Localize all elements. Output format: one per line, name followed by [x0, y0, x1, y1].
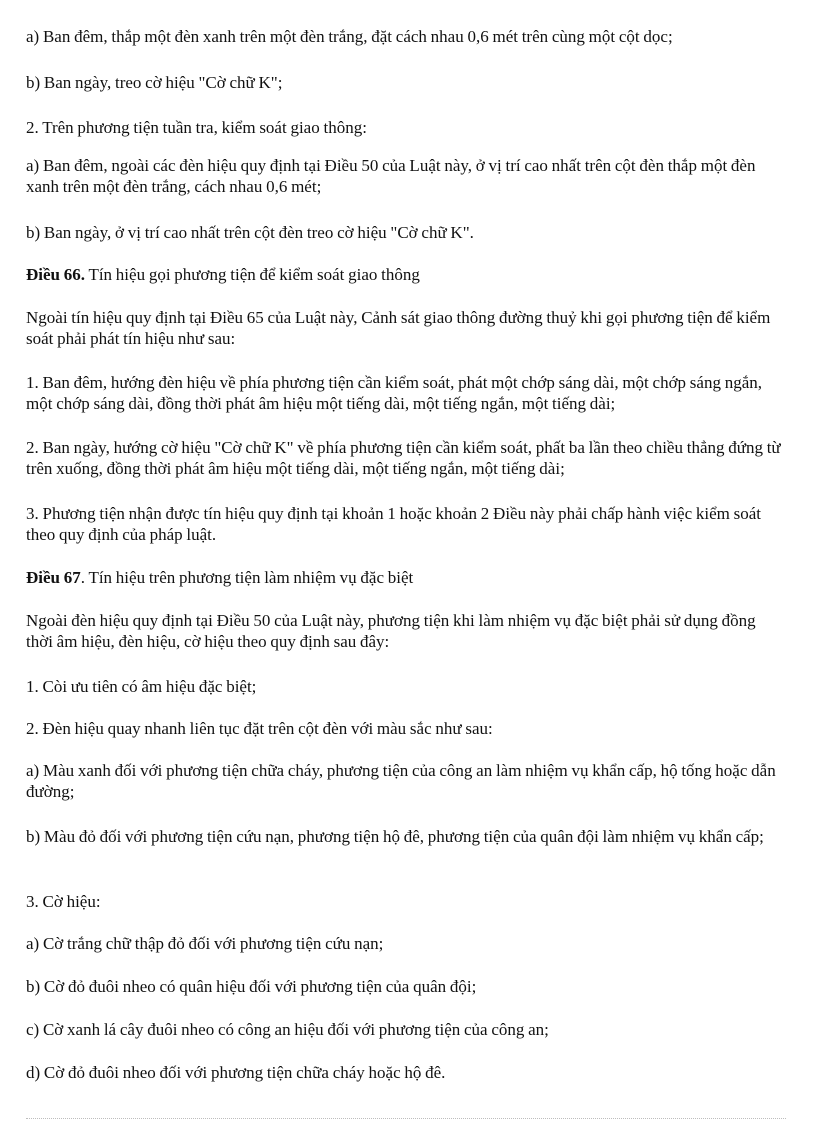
paragraph-blue-light: a) Màu xanh đối với phương tiện chữa cháy, phương tiện của công an làm nhiệm vụ khẩn cấp, hộ tống hoặc dẫn đường; — [26, 761, 776, 801]
paragraph-day-flag: b) Ban ngày, treo cờ hiệu "Cờ chữ K"; — [26, 73, 283, 92]
paragraph-police-flag: c) Cờ xanh lá cây đuôi nheo có công an hiệu đối với phương tiện của công an; — [26, 1020, 549, 1039]
paragraph-military-flag: b) Cờ đỏ đuôi nheo có quân hiệu đối với phương tiện của quân đội; — [26, 977, 477, 996]
paragraph-article-66-night: 1. Ban đêm, hướng đèn hiệu về phía phương tiện cần kiểm soát, phát một chớp sáng dài, một chớp sáng ngắn, một chớp sáng dài, đồng thời phát âm hiệu một tiếng dài, một tiếng ngắn, một tiếng dài; — [26, 373, 763, 413]
paragraph-rescue-flag: a) Cờ trắng chữ thập đỏ đối với phương tiện cứu nạn; — [26, 934, 384, 953]
paragraph-night-lights: a) Ban đêm, thắp một đèn xanh trên một đèn trắng, đặt cách nhau 0,6 mét trên cùng một cột dọc; — [26, 27, 673, 46]
paragraph-article-66-compliance: 3. Phương tiện nhận được tín hiệu quy định tại khoản 1 hoặc khoản 2 Điều này phải chấp hành việc kiểm soát theo quy định của pháp luật. — [26, 504, 761, 544]
paragraph-red-light: b) Màu đỏ đối với phương tiện cứu nạn, phương tiện hộ đê, phương tiện của quân đội làm nhiệm vụ khẩn cấp; — [26, 827, 764, 846]
paragraph-patrol-day: b) Ban ngày, ở vị trí cao nhất trên cột đèn treo cờ hiệu "Cờ chữ K". — [26, 223, 474, 242]
article-66-title: Tín hiệu gọi phương tiện để kiểm soát giao thông — [85, 265, 420, 284]
article-67-number: Điều 67 — [26, 568, 81, 587]
paragraph-flags-heading: 3. Cờ hiệu: — [26, 892, 101, 911]
article-67-heading — [26, 567, 786, 588]
paragraph-rotating-lights: 2. Đèn hiệu quay nhanh liên tục đặt trên cột đèn với màu sắc như sau: — [26, 719, 493, 738]
paragraph-article-66-day: 2. Ban ngày, hướng cờ hiệu "Cờ chữ K" về phía phương tiện cần kiểm soát, phất ba lần theo chiều thẳng đứng từ trên xuống, đồng thời phát âm hiệu một tiếng dài, một tiếng ngắn, một tiếng dài; — [26, 438, 781, 478]
article-67-title: . Tín hiệu trên phương tiện làm nhiệm vụ đặc biệt — [80, 568, 414, 587]
article-66-number: Điều 66. — [26, 265, 85, 284]
paragraph-patrol-vessel: 2. Trên phương tiện tuần tra, kiểm soát giao thông: — [26, 118, 367, 137]
paragraph-priority-horn: 1. Còi ưu tiên có âm hiệu đặc biệt; — [26, 677, 257, 696]
article-66-heading — [26, 264, 786, 285]
paragraph-patrol-night: a) Ban đêm, ngoài các đèn hiệu quy định tại Điều 50 của Luật này, ở vị trí cao nhất trên cột đèn thắp một đèn xanh trên một đèn trắng, cách nhau 0,6 mét; — [26, 156, 756, 196]
page-bottom-divider — [26, 1118, 786, 1119]
paragraph-article-66-intro: Ngoài tín hiệu quy định tại Điều 65 của Luật này, Cảnh sát giao thông đường thuỷ khi gọi phương tiện để kiểm soát phải phát tín hiệu như sau: — [26, 308, 771, 348]
paragraph-firefighting-flag: d) Cờ đỏ đuôi nheo đối với phương tiện chữa cháy hoặc hộ đê. — [26, 1063, 446, 1082]
paragraph-article-67-intro: Ngoài đèn hiệu quy định tại Điều 50 của Luật này, phương tiện khi làm nhiệm vụ đặc biệt phải sử dụng đồng thời âm hiệu, đèn hiệu, cờ hiệu theo quy định sau đây: — [26, 611, 756, 651]
